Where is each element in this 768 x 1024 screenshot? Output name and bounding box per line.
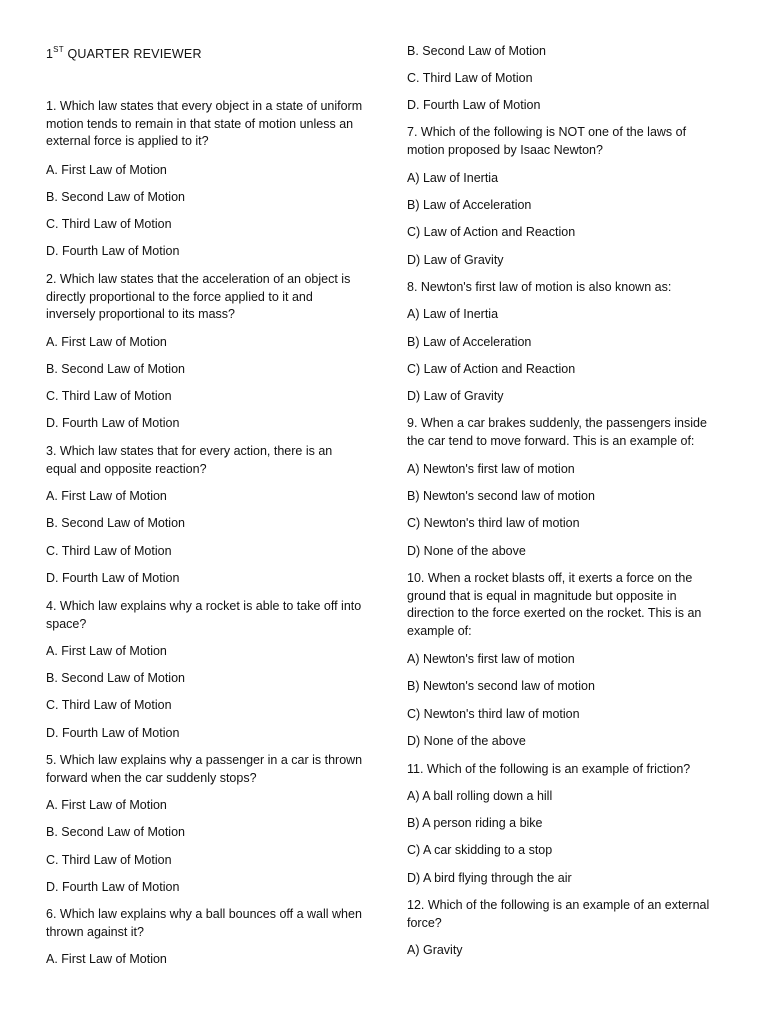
option-8a: A) Law of Inertia — [407, 307, 499, 321]
question-12: 12. Which of the following is an example of an external force? — [407, 898, 710, 930]
option-11a: A) A ball rolling down a hill — [407, 789, 553, 803]
option-3b: B. Second Law of Motion — [46, 516, 185, 530]
option-10b: B) Newton's second law of motion — [407, 679, 595, 693]
option-10d: D) None of the above — [407, 734, 526, 748]
question-5: 5. Which law explains why a passenger in a car is thrown forward when the car suddenly stops? — [46, 753, 363, 785]
question-6: 6. Which law explains why a ball bounces off a wall when thrown against it? — [46, 907, 362, 939]
question-1: 1. Which law states that every object in a state of uniform motion tends to remain in that state of motion unless an external force is applied to it? — [46, 99, 363, 148]
option-11c: C) A car skidding to a stop — [407, 843, 553, 857]
option-5c: C. Third Law of Motion — [46, 853, 172, 867]
question-11: 11. Which of the following is an example of friction? — [407, 762, 691, 776]
option-3c: C. Third Law of Motion — [46, 544, 172, 558]
option-12a: A) Gravity — [407, 943, 463, 957]
option-7b: B) Law of Acceleration — [407, 198, 532, 212]
option-3d: D. Fourth Law of Motion — [46, 571, 180, 585]
option-6d: D. Fourth Law of Motion — [407, 98, 541, 112]
option-10c: C) Newton's third law of motion — [407, 707, 580, 721]
question-9: 9. When a car brakes suddenly, the passengers inside the car tend to move forward. This is an example of: — [407, 416, 707, 448]
option-11d: D) A bird flying through the air — [407, 871, 572, 885]
option-8c: C) Law of Action and Reaction — [407, 362, 576, 376]
option-5a: A. First Law of Motion — [46, 798, 167, 812]
question-3: 3. Which law states that for every action, there is an equal and opposite reaction? — [46, 444, 333, 476]
question-4: 4. Which law explains why a rocket is able to take off into space? — [46, 599, 362, 631]
title-text: QUARTER REVIEWER — [63, 47, 202, 62]
option-8b: B) Law of Acceleration — [407, 335, 532, 349]
title-number: 1 — [46, 47, 54, 62]
option-3a: A. First Law of Motion — [46, 489, 167, 503]
option-5b: B. Second Law of Motion — [46, 825, 185, 839]
option-11b: B) A person riding a bike — [407, 816, 543, 830]
question-8: 8. Newton's first law of motion is also known as: — [407, 280, 672, 294]
option-4a: A. First Law of Motion — [46, 644, 167, 658]
option-2c: C. Third Law of Motion — [46, 389, 172, 403]
question-7: 7. Which of the following is NOT one of the laws of motion proposed by Isaac Newton? — [407, 125, 687, 157]
option-10a: A) Newton's first law of motion — [407, 652, 575, 666]
option-2d: D. Fourth Law of Motion — [46, 416, 180, 430]
option-9c: C) Newton's third law of motion — [407, 516, 580, 530]
page-title — [46, 42, 202, 64]
option-2a: A. First Law of Motion — [46, 335, 167, 349]
option-5d: D. Fourth Law of Motion — [46, 880, 180, 894]
option-7d: D) Law of Gravity — [407, 253, 504, 267]
option-8d: D) Law of Gravity — [407, 389, 504, 403]
option-9d: D) None of the above — [407, 544, 526, 558]
option-1b: B. Second Law of Motion — [46, 190, 185, 204]
option-7a: A) Law of Inertia — [407, 171, 499, 185]
option-6a: A. First Law of Motion — [46, 952, 167, 966]
option-4b: B. Second Law of Motion — [46, 671, 185, 685]
option-2b: B. Second Law of Motion — [46, 362, 185, 376]
option-9b: B) Newton's second law of motion — [407, 489, 595, 503]
option-1d: D. Fourth Law of Motion — [46, 244, 180, 258]
option-4d: D. Fourth Law of Motion — [46, 726, 180, 740]
option-6b: B. Second Law of Motion — [407, 44, 546, 58]
option-7c: C) Law of Action and Reaction — [407, 225, 576, 239]
option-1a: A. First Law of Motion — [46, 163, 167, 177]
option-1c: C. Third Law of Motion — [46, 217, 172, 231]
question-2: 2. Which law states that the acceleration of an object is directly proportional to the force applied to it and inversely proportional to its mass? — [46, 272, 351, 321]
question-10: 10. When a rocket blasts off, it exerts a force on the ground that is equal in magnitude but opposite in direction to the force exerted on the rocket. This is an example of: — [407, 571, 702, 638]
option-6c: C. Third Law of Motion — [407, 71, 533, 85]
option-4c: C. Third Law of Motion — [46, 698, 172, 712]
option-9a: A) Newton's first law of motion — [407, 462, 575, 476]
title-superscript: ST — [53, 45, 64, 54]
